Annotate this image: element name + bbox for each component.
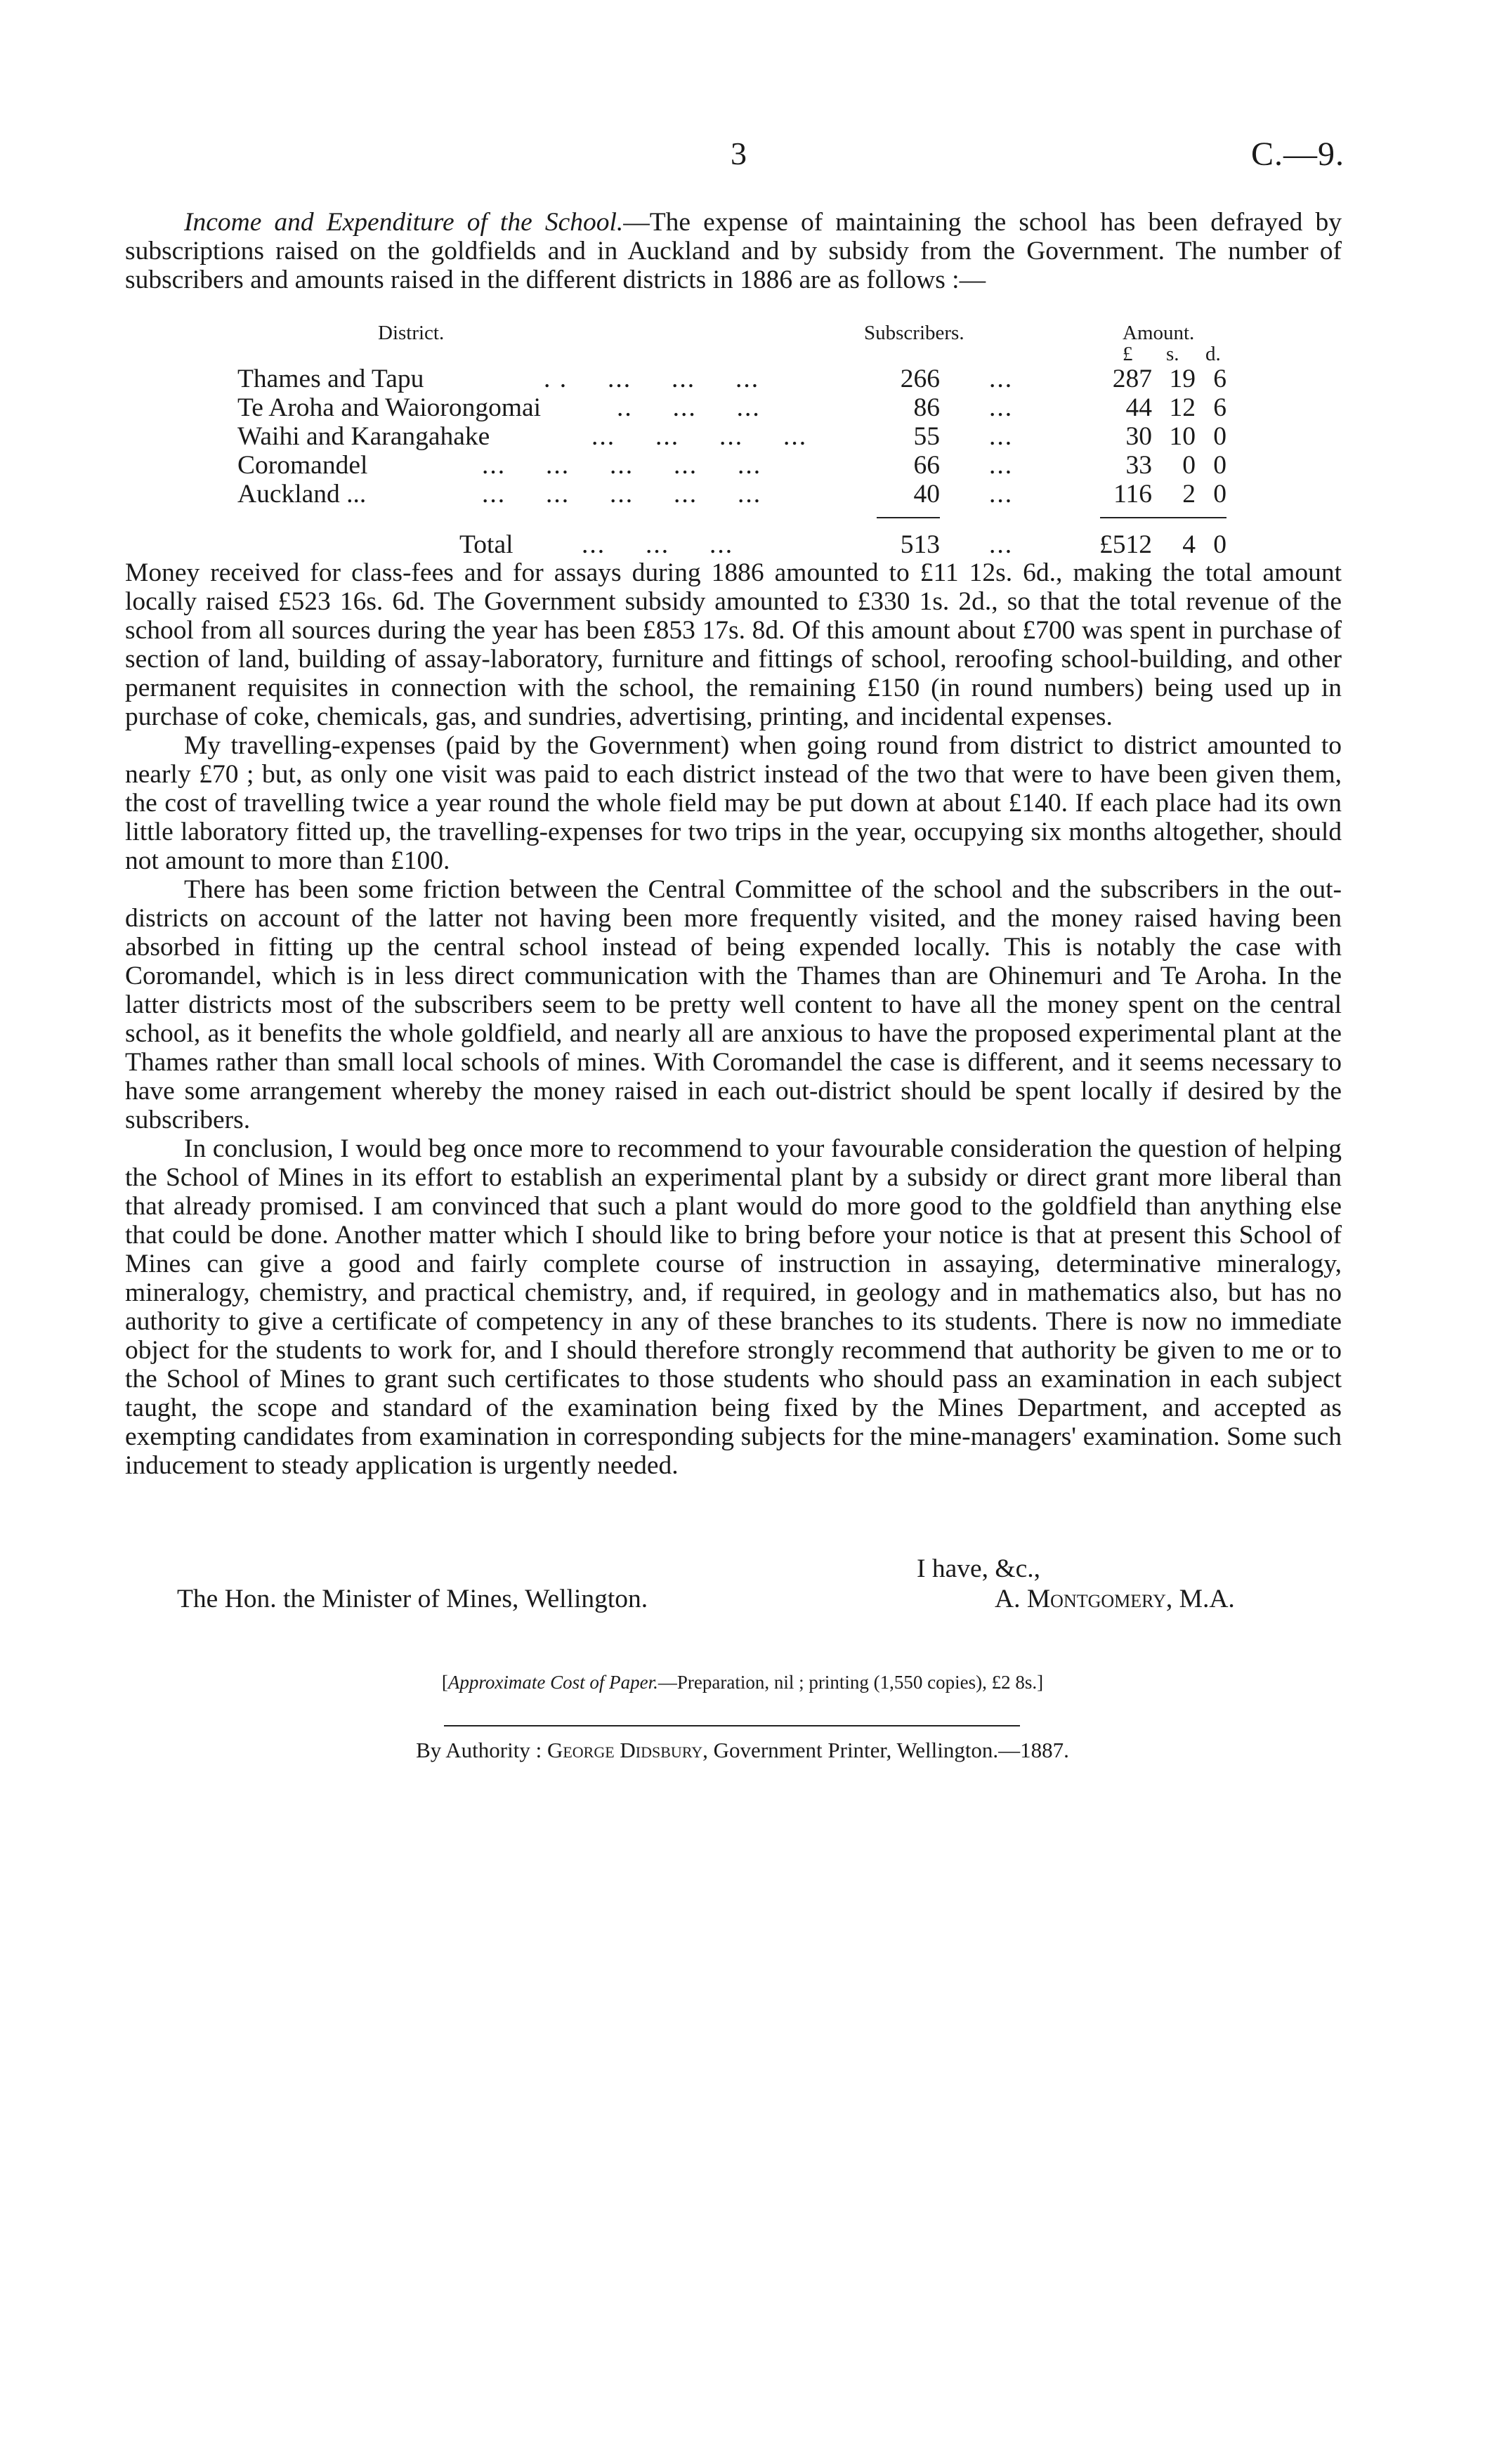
table-row — [125, 364, 1342, 393]
row-district: Coromandel — [237, 451, 368, 480]
section-heading: Income and Expenditure of the School. — [184, 208, 624, 237]
header-district: District. — [378, 322, 445, 344]
row-district: Auckland ... — [237, 480, 367, 509]
row-shillings: 0 — [1182, 451, 1196, 480]
total-leader-dots: ... ... ... — [582, 530, 734, 559]
row-leader-dots-2: ... — [989, 393, 1014, 422]
row-pence: 0 — [1213, 422, 1226, 451]
footer-rule — [444, 1725, 1020, 1726]
unit-pence: d. — [1205, 343, 1221, 365]
row-pence: 6 — [1213, 393, 1226, 422]
page-number: 3 — [731, 136, 747, 171]
total-pence: 0 — [1213, 530, 1226, 559]
total-shillings: 4 — [1182, 530, 1196, 559]
row-leader-dots-2: ... — [989, 451, 1014, 480]
document-reference: C.—9. — [1250, 136, 1345, 173]
body-section — [125, 558, 1342, 1480]
row-subscribers: 40 — [913, 480, 940, 509]
row-pounds: 287 — [1112, 365, 1152, 393]
cost-label: Approximate Cost of Paper. — [447, 1672, 658, 1693]
signature: A. Montgomery, M.A. — [995, 1585, 1235, 1613]
table-row — [125, 479, 1342, 508]
unit-shillings: s. — [1166, 343, 1179, 365]
total-subscribers: 513 — [900, 530, 940, 559]
total-leader-dots-2: ... — [989, 530, 1014, 559]
row-subscribers: 266 — [900, 365, 940, 393]
header-subscribers: Subscribers. — [864, 322, 964, 344]
salutation: I have, &c., — [917, 1554, 1040, 1583]
row-district: Waihi and Karangahake — [237, 422, 490, 451]
row-pence: 0 — [1213, 451, 1226, 480]
row-subscribers: 55 — [913, 422, 940, 451]
intro-section — [125, 208, 1342, 294]
row-shillings: 12 — [1169, 393, 1196, 422]
total-label: Total — [459, 530, 513, 559]
row-pounds: 30 — [1125, 422, 1152, 451]
authority-prefix: By Authority : — [416, 1738, 542, 1762]
paragraph-friction: There has been some friction between the Central Committee of the school and the subscribers in the out-districts on account of the latter not having been more frequently visited, and the money raised having been absorbed in fitting up the central school instead of being expended locally. This is notably the case with Coromandel, which is in less direct communication with the Thames than are Ohinemuri and Te Aroha. In the latter districts most of the subscribers seem to be pretty well content to have all the money spent on the central school, as it benefits the whole goldfield, and nearly all are anxious to have the proposed experimental plant at the Thames rather than small local schools of mines. With Coromandel the case is different, and it seems necessary to have some arrangement whereby the money raised in each out-district should be spent locally if desired by the subscribers. — [125, 875, 1342, 1134]
paragraph-revenue: Money received for class-fees and for assays during 1886 amounted to £11 12s. 6d., making the total amount locally raised £523 16s. 6d. The Government subsidy amounted to £330 1s. 2d., so that the total revenue of the school from all sources during the year has been £853 17s. 8d. Of this amount about £700 was spent in purchase of section of land, building of assay-laboratory, furniture and fittings of school, reroofing school-building, and other permanent requisites in connection with the school, the remaining £150 (in round numbers) being used up in purchase of coke, chemicals, gas, and sundries, advertising, printing, and incidental expenses. — [125, 558, 1342, 731]
total-pounds: £512 — [1099, 530, 1152, 559]
subscribers-sum-rule — [877, 517, 940, 518]
row-shillings: 19 — [1169, 365, 1196, 393]
printer-line — [0, 1738, 1485, 1763]
row-leader-dots: . . ... ... ... — [544, 365, 760, 393]
paragraph-travelling-expenses: My travelling-expenses (paid by the Government) when going round from district to district amounted to nearly £70 ; but, as only one visit was paid to each district instead of the two that were to have been given them, the cost of travelling twice a year round the whole field may be put down at about £140. If each place had its own little laboratory fitted up, the travelling-expenses for two trips in the year, occupying six months altogether, should not amount to more than £100. — [125, 731, 1342, 875]
row-pence: 6 — [1213, 365, 1226, 393]
cost-note: [Approximate Cost of Paper.—Preparation, nil ; printing (1,550 copies), £2 8s.] — [441, 1672, 1044, 1693]
row-district: Thames and Tapu — [237, 365, 424, 393]
authority-suffix: , Government Printer, Wellington.—1887. — [702, 1738, 1069, 1762]
row-leader-dots-2: ... — [989, 422, 1014, 451]
intro-text: —The expense of maintaining the school has been defrayed by subscriptions raised on the goldfields and in Auckland and by subsidy from the Government. The number of subscribers and amounts raised in the different districts in 1886 are as follows :— — [125, 208, 1342, 294]
row-leader-dots: ... ... ... ... — [591, 422, 808, 451]
paragraph-conclusion: In conclusion, I would beg once more to recommend to your favourable consideration the question of helping the School of Mines in its effort to establish an experimental plant by a subsidy or direct grant more liberal than that already promised. I am convinced that such a plant would do more good to the goldfield than anything else that could be done. Another matter which I should like to bring before your notice is that at present this School of Mines can give a good and fairly complete course of instruction in assaying, determinative mineralogy, mineralogy, chemistry, and practical chemistry, and, if required, in geology and in mathematics also, but has no authority to give a certificate of competency in any of these branches to its students. There is now no immediate object for the students to work for, and I should therefore strongly recommend that authority be given to me or to the School of Mines to grant such certificates to those students who should pass an examination in each subject taught, the scope and standard of the examination being fixed by the Mines Department, and accepted as exempting candidates from examination in corresponding subjects for the mine-managers' examination. Some such inducement to steady application is urgently needed. — [125, 1134, 1342, 1480]
cost-text: —Preparation, nil ; printing (1,550 copies), £2 8s. — [658, 1672, 1038, 1693]
row-leader-dots: .. ... ... — [617, 393, 761, 422]
intro-paragraph — [125, 208, 1342, 294]
row-shillings: 2 — [1182, 480, 1196, 509]
row-leader-dots: ... ... ... ... ... — [482, 451, 762, 480]
unit-pounds: £ — [1123, 343, 1133, 365]
header-amount: Amount. — [1123, 322, 1195, 344]
printer-name: George Didsbury — [547, 1738, 703, 1762]
row-leader-dots-2: ... — [989, 365, 1014, 393]
row-subscribers: 66 — [913, 451, 940, 480]
row-shillings: 10 — [1169, 422, 1196, 451]
row-district: Te Aroha and Waiorongomai — [237, 393, 542, 422]
amount-sum-rule — [1100, 517, 1226, 518]
addressee: The Hon. the Minister of Mines, Wellington. — [177, 1585, 648, 1613]
row-leader-dots-2: ... — [989, 480, 1014, 509]
table-total-row — [125, 530, 1342, 558]
row-leader-dots: ... ... ... ... ... — [482, 480, 762, 509]
row-pence: 0 — [1213, 480, 1226, 509]
row-pounds: 116 — [1113, 480, 1152, 509]
table-row — [125, 421, 1342, 450]
table-row — [125, 450, 1342, 479]
table-row — [125, 393, 1342, 421]
row-pounds: 33 — [1125, 451, 1152, 480]
row-subscribers: 86 — [913, 393, 940, 422]
row-pounds: 44 — [1125, 393, 1152, 422]
